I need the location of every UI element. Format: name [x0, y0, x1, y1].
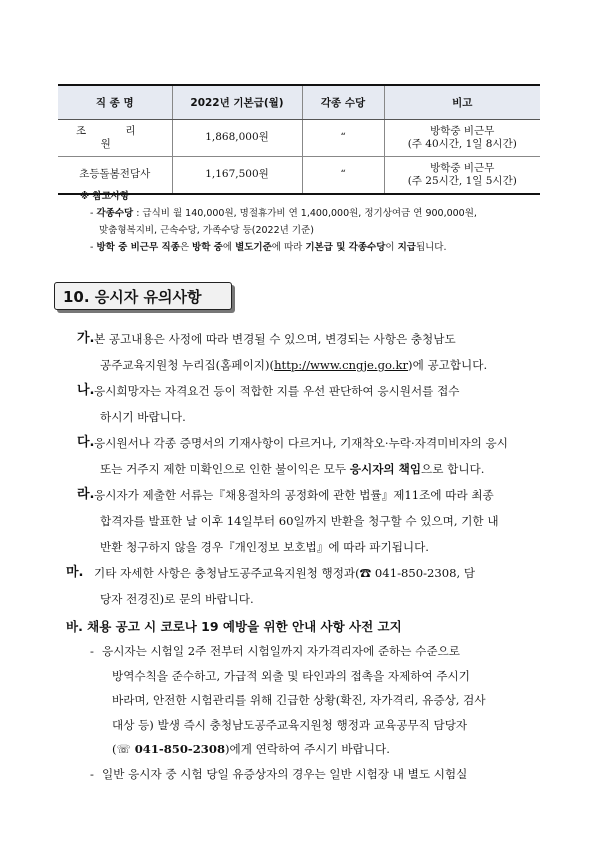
item-text: )에 공고합니다.	[408, 358, 488, 372]
notes-bold: 방학 중	[192, 242, 223, 253]
dash-marker: -	[90, 644, 94, 658]
notes-allowance-text: : 급식비 월 140,000원, 명절휴가비 연 1,400,000원, 정기상여금 연 900,000원,	[133, 208, 477, 219]
section-title: 10. 응시자 유의사항	[63, 288, 202, 306]
covid-heading: 바. 채용 공고 시 코로나 19 예방을 위한 안내 사항 사전 고지	[66, 619, 402, 634]
item-text: 또는 거주지 제한 미확인으로 인한 불이익은 모두	[100, 462, 350, 476]
notes-text: 에 따라	[271, 242, 306, 253]
website-link[interactable]: http://www.cngje.go.kr	[274, 358, 409, 372]
item-line: 기타 자세한 사항은 충청남도공주교육지원청 행정과(☎ 041-850-2308, 담	[94, 566, 476, 580]
header-allowance: 각종 수당	[302, 85, 384, 120]
item-marker: 가.	[77, 331, 95, 346]
item-text: 으로 합니다.	[421, 462, 485, 476]
cell-base-pay: 1,868,000원	[172, 120, 302, 157]
notes-dash: -	[90, 242, 94, 253]
item-line: 본 공고내용은 사정에 따라 변경될 수 있으며, 변경되는 사항은 충청남도	[94, 332, 456, 346]
notes-dash: -	[90, 208, 94, 219]
item-text: (☏	[112, 742, 135, 756]
notes-line-allowance	[80, 205, 477, 222]
cell-job: 조 리 원	[58, 120, 172, 157]
reference-notes	[80, 188, 477, 256]
note-line-2: (주 25시간, 1일 5시간)	[407, 175, 517, 187]
note-line-1: 방학중 비근무	[430, 161, 495, 174]
cell-note	[384, 120, 540, 157]
notes-bold: 방학 중 비근무 직종	[96, 242, 180, 253]
item-text: 공주교육지원청 누리집(홈페이지)(	[100, 358, 275, 372]
notice-item-ra	[58, 482, 548, 560]
item-marker: 마.	[66, 565, 84, 580]
notice-item-ga	[58, 326, 548, 378]
dash-marker: -	[90, 766, 94, 781]
header-job: 직 종 명	[58, 85, 172, 120]
item-line: 바라며, 안전한 시험관리를 위해 긴급한 상황(확진, 자가격리, 유증상, 검사	[112, 693, 486, 707]
covid-paragraph-1	[58, 639, 548, 762]
notes-text: 됩니다.	[415, 242, 447, 253]
item-line: 하시기 바랍니다.	[100, 410, 186, 424]
item-line	[94, 456, 548, 482]
notes-bold: 기본급 및 각종수당	[305, 242, 386, 253]
cell-job: 초등돌봄전담사	[58, 157, 172, 195]
item-line: 응시원서나 각종 증명서의 기재사항이 다르거나, 기재착오·누락·자격미비자의 응시	[94, 436, 508, 450]
phone-number: 041-850-2308	[134, 742, 226, 756]
item-line: 대상 등) 발생 즉시 충청남도공주교육지원청 행정과 교육공무직 담당자	[112, 717, 468, 732]
salary-table	[58, 84, 540, 195]
notice-item-na	[58, 378, 548, 430]
item-line: 반환 청구하지 않을 경우『개인정보 보호법』에 따라 파기됩니다.	[100, 540, 429, 554]
item-line: 응시자는 시험일 2주 전부터 시험일까지 자가격리자에 준하는 수준으로	[102, 644, 460, 658]
notes-bold: 지급	[397, 242, 416, 253]
section-heading-box	[54, 282, 232, 310]
notes-line-vacation	[80, 239, 477, 256]
notes-allowance-label: 각종수당	[96, 208, 134, 219]
item-line	[102, 737, 548, 762]
notes-text: 이	[385, 242, 398, 253]
cell-base-pay: 1,167,500원	[172, 157, 302, 195]
item-line: 일반 응시자 중 시험 당일 유증상자의 경우는 일반 시험장 내 별도 시험실	[102, 766, 468, 781]
item-marker: 라.	[77, 487, 95, 502]
notice-body	[58, 326, 548, 786]
header-base-pay: 2022년 기본급(월)	[172, 85, 302, 120]
item-marker: 다.	[77, 435, 95, 450]
item-line: 응시자가 제출한 서류는『채용절차의 공정화에 관한 법률』제11조에 따라 최종	[94, 488, 494, 502]
item-line: 방역수칙을 준수하고, 가급적 외출 및 타인과의 접촉을 자제하여 주시기	[112, 668, 470, 683]
notes-bold: 별도기준	[235, 242, 272, 253]
cell-allowance: “	[302, 120, 384, 157]
item-bold: 응시자의 책임	[349, 462, 422, 476]
notes-header: ※ 참고사항	[80, 191, 130, 202]
note-line-1: 방학중 비근무	[430, 124, 495, 137]
notes-text: 에	[222, 242, 236, 253]
table-row	[58, 120, 540, 157]
item-line: 당자 전경진)로 문의 바랍니다.	[100, 592, 254, 606]
notes-text: 은	[179, 242, 193, 253]
item-line: 응시희망자는 자격요건 등이 적합한 지를 우선 판단하여 응시원서를 접수	[94, 384, 460, 398]
note-line-2: (주 40시간, 1일 8시간)	[407, 138, 517, 150]
covid-paragraph-2	[58, 762, 548, 787]
header-note: 비고	[384, 85, 540, 120]
item-line	[94, 352, 548, 378]
notice-item-ma	[58, 560, 548, 612]
item-marker: 나.	[77, 383, 95, 398]
notes-line-welfare: 맞춤형복지비, 근속수당, 가족수당 등(2022년 기준)	[99, 225, 314, 236]
notice-item-da	[58, 430, 548, 482]
table-header-row	[58, 85, 540, 120]
cell-allowance: “	[302, 157, 384, 195]
item-line: 합격자를 발표한 날 이후 14일부터 60일까지 반환을 청구할 수 있으며, 기한 내	[100, 514, 499, 528]
item-text: )에게 연락하여 주시기 바랍니다.	[225, 742, 390, 756]
